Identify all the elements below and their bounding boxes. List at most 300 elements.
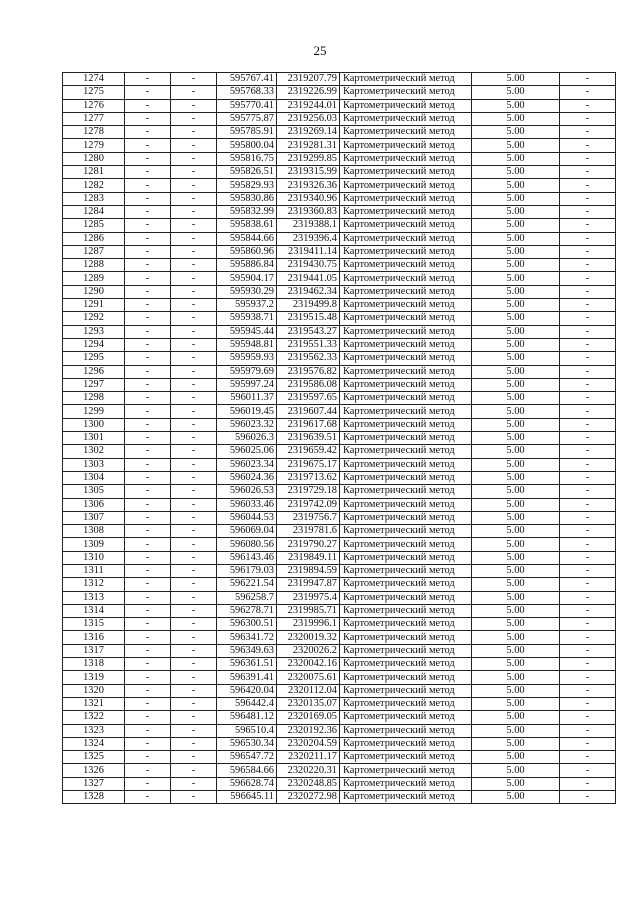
old-y-cell: - xyxy=(171,711,217,724)
old-x-cell: - xyxy=(125,511,171,524)
old-y-cell: - xyxy=(171,737,217,750)
old-x-cell: - xyxy=(125,73,171,86)
old-x-cell: - xyxy=(125,751,171,764)
old-x-cell: - xyxy=(125,658,171,671)
y-coordinate-cell: 2319326.36 xyxy=(277,179,340,192)
description-cell: - xyxy=(560,564,616,577)
point-number-cell: 1283 xyxy=(63,192,125,205)
description-cell: - xyxy=(560,192,616,205)
method-cell: Картометрический метод xyxy=(340,631,472,644)
table-row xyxy=(63,471,616,484)
old-x-cell: - xyxy=(125,152,171,165)
point-number-cell: 1315 xyxy=(63,618,125,631)
point-number-cell: 1300 xyxy=(63,418,125,431)
point-number-cell: 1304 xyxy=(63,471,125,484)
y-coordinate-cell: 2319975.4 xyxy=(277,591,340,604)
old-x-cell: - xyxy=(125,378,171,391)
method-cell: Картометрический метод xyxy=(340,352,472,365)
table-row xyxy=(63,578,616,591)
point-number-cell: 1328 xyxy=(63,791,125,804)
method-cell: Картометрический метод xyxy=(340,139,472,152)
description-cell: - xyxy=(560,272,616,285)
x-coordinate-cell: 596179.03 xyxy=(217,564,277,577)
description-cell: - xyxy=(560,312,616,325)
old-y-cell: - xyxy=(171,245,217,258)
point-number-cell: 1325 xyxy=(63,751,125,764)
x-coordinate-cell: 595838.61 xyxy=(217,219,277,232)
y-coordinate-cell: 2320220.31 xyxy=(277,764,340,777)
old-x-cell: - xyxy=(125,777,171,790)
old-y-cell: - xyxy=(171,498,217,511)
table-row xyxy=(63,764,616,777)
y-coordinate-cell: 2319713.62 xyxy=(277,471,340,484)
accuracy-cell: 5.00 xyxy=(472,365,560,378)
old-y-cell: - xyxy=(171,192,217,205)
point-number-cell: 1285 xyxy=(63,219,125,232)
method-cell: Картометрический метод xyxy=(340,697,472,710)
old-x-cell: - xyxy=(125,86,171,99)
point-number-cell: 1276 xyxy=(63,99,125,112)
x-coordinate-cell: 596510.4 xyxy=(217,724,277,737)
method-cell: Картометрический метод xyxy=(340,99,472,112)
y-coordinate-cell: 2319340.96 xyxy=(277,192,340,205)
point-number-cell: 1299 xyxy=(63,405,125,418)
y-coordinate-cell: 2319269.14 xyxy=(277,126,340,139)
y-coordinate-cell: 2320248.85 xyxy=(277,777,340,790)
old-y-cell: - xyxy=(171,432,217,445)
point-number-cell: 1298 xyxy=(63,392,125,405)
accuracy-cell: 5.00 xyxy=(472,285,560,298)
old-x-cell: - xyxy=(125,538,171,551)
table-row xyxy=(63,564,616,577)
table-row xyxy=(63,485,616,498)
method-cell: Картометрический метод xyxy=(340,285,472,298)
accuracy-cell: 5.00 xyxy=(472,405,560,418)
point-number-cell: 1275 xyxy=(63,86,125,99)
method-cell: Картометрический метод xyxy=(340,232,472,245)
x-coordinate-cell: 595816.75 xyxy=(217,152,277,165)
old-x-cell: - xyxy=(125,405,171,418)
description-cell: - xyxy=(560,644,616,657)
old-x-cell: - xyxy=(125,684,171,697)
x-coordinate-cell: 596481.12 xyxy=(217,711,277,724)
method-cell: Картометрический метод xyxy=(340,338,472,351)
y-coordinate-cell: 2319996.1 xyxy=(277,618,340,631)
y-coordinate-cell: 2320192.36 xyxy=(277,724,340,737)
point-number-cell: 1314 xyxy=(63,604,125,617)
table-row xyxy=(63,299,616,312)
description-cell: - xyxy=(560,658,616,671)
y-coordinate-cell: 2320019.32 xyxy=(277,631,340,644)
description-cell: - xyxy=(560,697,616,710)
description-cell: - xyxy=(560,86,616,99)
accuracy-cell: 5.00 xyxy=(472,418,560,431)
x-coordinate-cell: 596341.72 xyxy=(217,631,277,644)
description-cell: - xyxy=(560,791,616,804)
accuracy-cell: 5.00 xyxy=(472,458,560,471)
x-coordinate-cell: 596143.46 xyxy=(217,551,277,564)
old-x-cell: - xyxy=(125,139,171,152)
y-coordinate-cell: 2319462.34 xyxy=(277,285,340,298)
old-y-cell: - xyxy=(171,259,217,272)
table-row xyxy=(63,338,616,351)
old-x-cell: - xyxy=(125,458,171,471)
method-cell: Картометрический метод xyxy=(340,791,472,804)
description-cell: - xyxy=(560,551,616,564)
description-cell: - xyxy=(560,751,616,764)
point-number-cell: 1288 xyxy=(63,259,125,272)
description-cell: - xyxy=(560,338,616,351)
description-cell: - xyxy=(560,392,616,405)
old-x-cell: - xyxy=(125,578,171,591)
table-row xyxy=(63,511,616,524)
description-cell: - xyxy=(560,418,616,431)
point-number-cell: 1284 xyxy=(63,205,125,218)
table-row xyxy=(63,219,616,232)
y-coordinate-cell: 2320042.16 xyxy=(277,658,340,671)
method-cell: Картометрический метод xyxy=(340,618,472,631)
table-row xyxy=(63,591,616,604)
accuracy-cell: 5.00 xyxy=(472,551,560,564)
old-x-cell: - xyxy=(125,192,171,205)
description-cell: - xyxy=(560,166,616,179)
description-cell: - xyxy=(560,591,616,604)
old-x-cell: - xyxy=(125,232,171,245)
old-y-cell: - xyxy=(171,697,217,710)
point-number-cell: 1287 xyxy=(63,245,125,258)
accuracy-cell: 5.00 xyxy=(472,764,560,777)
old-y-cell: - xyxy=(171,564,217,577)
old-x-cell: - xyxy=(125,285,171,298)
table-row xyxy=(63,445,616,458)
y-coordinate-cell: 2319781.6 xyxy=(277,525,340,538)
y-coordinate-cell: 2319562.33 xyxy=(277,352,340,365)
y-coordinate-cell: 2319742.09 xyxy=(277,498,340,511)
old-x-cell: - xyxy=(125,631,171,644)
old-x-cell: - xyxy=(125,764,171,777)
point-number-cell: 1279 xyxy=(63,139,125,152)
coordinates-table xyxy=(62,72,616,804)
old-y-cell: - xyxy=(171,338,217,351)
old-y-cell: - xyxy=(171,99,217,112)
method-cell: Картометрический метод xyxy=(340,724,472,737)
description-cell: - xyxy=(560,219,616,232)
old-x-cell: - xyxy=(125,525,171,538)
table-row xyxy=(63,312,616,325)
old-y-cell: - xyxy=(171,405,217,418)
table-row xyxy=(63,458,616,471)
old-y-cell: - xyxy=(171,152,217,165)
accuracy-cell: 5.00 xyxy=(472,671,560,684)
y-coordinate-cell: 2319515.48 xyxy=(277,312,340,325)
x-coordinate-cell: 596258.7 xyxy=(217,591,277,604)
table-row xyxy=(63,644,616,657)
accuracy-cell: 5.00 xyxy=(472,471,560,484)
x-coordinate-cell: 596349.63 xyxy=(217,644,277,657)
method-cell: Картометрический метод xyxy=(340,166,472,179)
point-number-cell: 1280 xyxy=(63,152,125,165)
point-number-cell: 1307 xyxy=(63,511,125,524)
old-x-cell: - xyxy=(125,166,171,179)
x-coordinate-cell: 595785.91 xyxy=(217,126,277,139)
accuracy-cell: 5.00 xyxy=(472,112,560,125)
point-number-cell: 1292 xyxy=(63,312,125,325)
method-cell: Картометрический метод xyxy=(340,458,472,471)
point-number-cell: 1312 xyxy=(63,578,125,591)
method-cell: Картометрический метод xyxy=(340,751,472,764)
x-coordinate-cell: 595997.24 xyxy=(217,378,277,391)
x-coordinate-cell: 596278.71 xyxy=(217,604,277,617)
x-coordinate-cell: 595930.29 xyxy=(217,285,277,298)
old-x-cell: - xyxy=(125,644,171,657)
accuracy-cell: 5.00 xyxy=(472,791,560,804)
description-cell: - xyxy=(560,578,616,591)
old-y-cell: - xyxy=(171,205,217,218)
old-x-cell: - xyxy=(125,498,171,511)
accuracy-cell: 5.00 xyxy=(472,325,560,338)
method-cell: Картометрический метод xyxy=(340,205,472,218)
old-y-cell: - xyxy=(171,631,217,644)
description-cell: - xyxy=(560,139,616,152)
y-coordinate-cell: 2319617.68 xyxy=(277,418,340,431)
accuracy-cell: 5.00 xyxy=(472,99,560,112)
old-y-cell: - xyxy=(171,764,217,777)
old-y-cell: - xyxy=(171,365,217,378)
old-y-cell: - xyxy=(171,392,217,405)
x-coordinate-cell: 596026.53 xyxy=(217,485,277,498)
method-cell: Картометрический метод xyxy=(340,445,472,458)
x-coordinate-cell: 596033.46 xyxy=(217,498,277,511)
x-coordinate-cell: 596442.4 xyxy=(217,697,277,710)
table-row xyxy=(63,378,616,391)
method-cell: Картометрический метод xyxy=(340,259,472,272)
point-number-cell: 1309 xyxy=(63,538,125,551)
y-coordinate-cell: 2319315.99 xyxy=(277,166,340,179)
old-x-cell: - xyxy=(125,432,171,445)
x-coordinate-cell: 596300.51 xyxy=(217,618,277,631)
description-cell: - xyxy=(560,671,616,684)
accuracy-cell: 5.00 xyxy=(472,126,560,139)
y-coordinate-cell: 2319411.14 xyxy=(277,245,340,258)
method-cell: Картометрический метод xyxy=(340,418,472,431)
old-y-cell: - xyxy=(171,724,217,737)
old-y-cell: - xyxy=(171,272,217,285)
old-y-cell: - xyxy=(171,352,217,365)
old-y-cell: - xyxy=(171,112,217,125)
table-row xyxy=(63,352,616,365)
y-coordinate-cell: 2319985.71 xyxy=(277,604,340,617)
old-x-cell: - xyxy=(125,604,171,617)
table-row xyxy=(63,671,616,684)
accuracy-cell: 5.00 xyxy=(472,445,560,458)
description-cell: - xyxy=(560,179,616,192)
old-x-cell: - xyxy=(125,126,171,139)
method-cell: Картометрический метод xyxy=(340,245,472,258)
description-cell: - xyxy=(560,126,616,139)
accuracy-cell: 5.00 xyxy=(472,724,560,737)
accuracy-cell: 5.00 xyxy=(472,604,560,617)
old-x-cell: - xyxy=(125,711,171,724)
point-number-cell: 1320 xyxy=(63,684,125,697)
x-coordinate-cell: 596420.04 xyxy=(217,684,277,697)
table-body xyxy=(63,73,616,804)
accuracy-cell: 5.00 xyxy=(472,219,560,232)
y-coordinate-cell: 2319659.42 xyxy=(277,445,340,458)
x-coordinate-cell: 596024.36 xyxy=(217,471,277,484)
method-cell: Картометрический метод xyxy=(340,564,472,577)
description-cell: - xyxy=(560,259,616,272)
old-y-cell: - xyxy=(171,644,217,657)
method-cell: Картометрический метод xyxy=(340,551,472,564)
description-cell: - xyxy=(560,511,616,524)
accuracy-cell: 5.00 xyxy=(472,737,560,750)
method-cell: Картометрический метод xyxy=(340,644,472,657)
y-coordinate-cell: 2320135.07 xyxy=(277,697,340,710)
accuracy-cell: 5.00 xyxy=(472,205,560,218)
table-row xyxy=(63,205,616,218)
old-x-cell: - xyxy=(125,737,171,750)
accuracy-cell: 5.00 xyxy=(472,511,560,524)
y-coordinate-cell: 2319396.4 xyxy=(277,232,340,245)
point-number-cell: 1310 xyxy=(63,551,125,564)
table-row xyxy=(63,99,616,112)
old-y-cell: - xyxy=(171,751,217,764)
old-x-cell: - xyxy=(125,485,171,498)
old-x-cell: - xyxy=(125,418,171,431)
accuracy-cell: 5.00 xyxy=(472,378,560,391)
accuracy-cell: 5.00 xyxy=(472,86,560,99)
description-cell: - xyxy=(560,432,616,445)
point-number-cell: 1296 xyxy=(63,365,125,378)
old-y-cell: - xyxy=(171,126,217,139)
y-coordinate-cell: 2319586.08 xyxy=(277,378,340,391)
y-coordinate-cell: 2319551.33 xyxy=(277,338,340,351)
accuracy-cell: 5.00 xyxy=(472,711,560,724)
y-coordinate-cell: 2319244.01 xyxy=(277,99,340,112)
old-x-cell: - xyxy=(125,179,171,192)
accuracy-cell: 5.00 xyxy=(472,338,560,351)
table-row xyxy=(63,365,616,378)
table-row xyxy=(63,538,616,551)
old-y-cell: - xyxy=(171,285,217,298)
description-cell: - xyxy=(560,684,616,697)
accuracy-cell: 5.00 xyxy=(472,697,560,710)
old-y-cell: - xyxy=(171,591,217,604)
point-number-cell: 1274 xyxy=(63,73,125,86)
x-coordinate-cell: 595948.81 xyxy=(217,338,277,351)
accuracy-cell: 5.00 xyxy=(472,245,560,258)
y-coordinate-cell: 2319947.87 xyxy=(277,578,340,591)
table-row xyxy=(63,432,616,445)
table-row xyxy=(63,245,616,258)
point-number-cell: 1293 xyxy=(63,325,125,338)
table-row xyxy=(63,751,616,764)
method-cell: Картометрический метод xyxy=(340,711,472,724)
description-cell: - xyxy=(560,764,616,777)
old-y-cell: - xyxy=(171,485,217,498)
point-number-cell: 1278 xyxy=(63,126,125,139)
x-coordinate-cell: 595938.71 xyxy=(217,312,277,325)
point-number-cell: 1319 xyxy=(63,671,125,684)
method-cell: Картометрический метод xyxy=(340,112,472,125)
old-y-cell: - xyxy=(171,418,217,431)
point-number-cell: 1318 xyxy=(63,658,125,671)
point-number-cell: 1313 xyxy=(63,591,125,604)
table-row xyxy=(63,86,616,99)
point-number-cell: 1286 xyxy=(63,232,125,245)
x-coordinate-cell: 595775.87 xyxy=(217,112,277,125)
old-x-cell: - xyxy=(125,551,171,564)
table-row xyxy=(63,777,616,790)
old-x-cell: - xyxy=(125,697,171,710)
y-coordinate-cell: 2319360.83 xyxy=(277,205,340,218)
point-number-cell: 1311 xyxy=(63,564,125,577)
y-coordinate-cell: 2319675.17 xyxy=(277,458,340,471)
old-x-cell: - xyxy=(125,325,171,338)
y-coordinate-cell: 2319430.75 xyxy=(277,259,340,272)
point-number-cell: 1282 xyxy=(63,179,125,192)
old-x-cell: - xyxy=(125,112,171,125)
point-number-cell: 1308 xyxy=(63,525,125,538)
point-number-cell: 1317 xyxy=(63,644,125,657)
y-coordinate-cell: 2320075.61 xyxy=(277,671,340,684)
accuracy-cell: 5.00 xyxy=(472,684,560,697)
description-cell: - xyxy=(560,245,616,258)
table-row xyxy=(63,724,616,737)
old-y-cell: - xyxy=(171,219,217,232)
x-coordinate-cell: 595826.51 xyxy=(217,166,277,179)
x-coordinate-cell: 595937.2 xyxy=(217,299,277,312)
old-y-cell: - xyxy=(171,658,217,671)
old-y-cell: - xyxy=(171,684,217,697)
old-x-cell: - xyxy=(125,99,171,112)
table-row xyxy=(63,551,616,564)
old-x-cell: - xyxy=(125,299,171,312)
accuracy-cell: 5.00 xyxy=(472,631,560,644)
y-coordinate-cell: 2319756.7 xyxy=(277,511,340,524)
x-coordinate-cell: 595832.99 xyxy=(217,205,277,218)
point-number-cell: 1289 xyxy=(63,272,125,285)
method-cell: Картометрический метод xyxy=(340,591,472,604)
old-x-cell: - xyxy=(125,365,171,378)
x-coordinate-cell: 595886.84 xyxy=(217,259,277,272)
table-row xyxy=(63,73,616,86)
description-cell: - xyxy=(560,737,616,750)
table-row xyxy=(63,272,616,285)
table-row xyxy=(63,285,616,298)
method-cell: Картометрический метод xyxy=(340,272,472,285)
description-cell: - xyxy=(560,445,616,458)
x-coordinate-cell: 595829.93 xyxy=(217,179,277,192)
method-cell: Картометрический метод xyxy=(340,378,472,391)
point-number-cell: 1303 xyxy=(63,458,125,471)
y-coordinate-cell: 2319499.8 xyxy=(277,299,340,312)
x-coordinate-cell: 596221.54 xyxy=(217,578,277,591)
point-number-cell: 1291 xyxy=(63,299,125,312)
point-number-cell: 1326 xyxy=(63,764,125,777)
old-x-cell: - xyxy=(125,245,171,258)
method-cell: Картометрический метод xyxy=(340,684,472,697)
old-y-cell: - xyxy=(171,471,217,484)
method-cell: Картометрический метод xyxy=(340,299,472,312)
x-coordinate-cell: 595904.17 xyxy=(217,272,277,285)
old-x-cell: - xyxy=(125,259,171,272)
old-y-cell: - xyxy=(171,538,217,551)
method-cell: Картометрический метод xyxy=(340,671,472,684)
y-coordinate-cell: 2319281.31 xyxy=(277,139,340,152)
point-number-cell: 1295 xyxy=(63,352,125,365)
point-number-cell: 1277 xyxy=(63,112,125,125)
